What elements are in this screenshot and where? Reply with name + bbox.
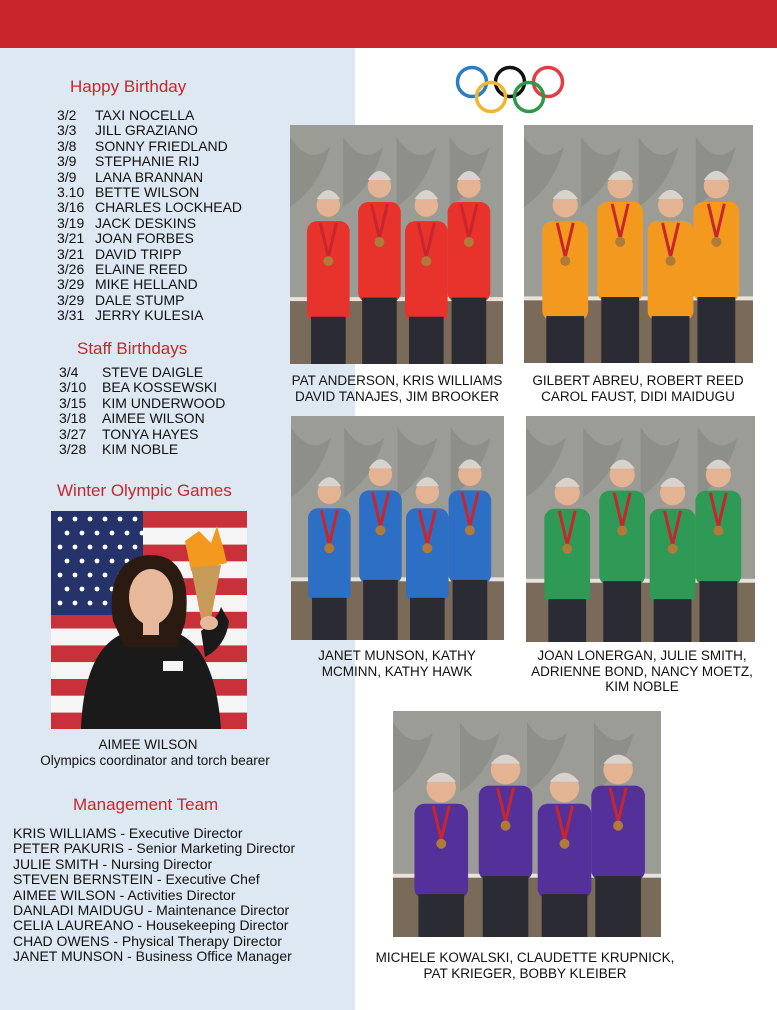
birthday-name: AIMEE WILSON (102, 410, 205, 427)
birthday-name: JERRY KULESIA (95, 307, 204, 324)
list-item (57, 108, 242, 123)
birthday-name: MIKE HELLAND (95, 276, 198, 293)
birthday-date: 3/21 (57, 245, 85, 262)
caption-line: ADRIENNE BOND, NANCY MOETZ, (531, 663, 753, 679)
caption-line: KIM NOBLE (605, 679, 679, 694)
caption-line: DAVID TANAJES, JIM BROOKER (294, 388, 500, 404)
group-photo-red (290, 125, 503, 364)
birthday-date: 3/29 (57, 291, 85, 308)
list-item (57, 308, 242, 323)
caption-line: JANET MUNSON, KATHY (318, 648, 476, 663)
list-item (57, 216, 242, 231)
birthday-date: 3/4 (59, 364, 79, 380)
birthday-date: 3.10 (57, 183, 85, 200)
birthday-name: JILL GRAZIANO (95, 122, 198, 139)
list-item (57, 200, 242, 215)
management-member: KRIS WILLIAMS - Executive Director (13, 825, 243, 841)
birthday-date: 3/29 (57, 276, 85, 293)
birthday-date: 3/26 (57, 260, 85, 277)
group-photo-orange (524, 125, 753, 363)
list-item (57, 123, 242, 138)
list-item (57, 247, 242, 262)
caption-line: MCMINN, KATHY HAWK (321, 663, 473, 679)
birthday-name: ELAINE REED (95, 260, 188, 277)
birthday-name: KIM NOBLE (102, 440, 179, 457)
birthday-date: 3/3 (57, 122, 77, 139)
birthday-name: DAVID TRIPP (95, 245, 182, 262)
photo-caption (515, 648, 769, 695)
coordinator-role: Olympics coordinator and torch bearer (40, 753, 270, 768)
birthday-date: 3/8 (57, 137, 77, 154)
group-photo-graphic (290, 125, 503, 364)
management-member: AIMEE WILSON - Activities Director (13, 886, 236, 903)
birthday-date: 3/16 (57, 199, 85, 216)
group-photo-graphic (393, 711, 661, 937)
birthday-name: JACK DESKINS (95, 214, 197, 231)
management-member: PETER PAKURIS - Senior Marketing Director (13, 840, 296, 857)
management-member: DANLADI MAIDUGU - Maintenance Director (13, 901, 290, 918)
birthday-heading: Happy Birthday (70, 77, 187, 96)
birthday-date: 3/28 (59, 440, 87, 457)
birthday-name: STEPHANIE RIJ (95, 153, 200, 170)
list-item (57, 293, 242, 308)
staff-birthday-list (59, 365, 225, 457)
coordinator-photo-graphic (51, 511, 247, 729)
coordinator-photo (51, 511, 247, 729)
list-item (59, 442, 225, 457)
list-item (57, 139, 242, 154)
group-photo-graphic (524, 125, 753, 363)
list-item (57, 262, 242, 277)
management-member: JANET MUNSON - Business Office Manager (13, 948, 292, 965)
caption-line: MICHELE KOWALSKI, CLAUDETTE KRUPNICK, (375, 950, 675, 965)
management-member: JULIE SMITH - Nursing Director (13, 855, 213, 872)
list-item (59, 396, 225, 411)
management-member: STEVEN BERNSTEIN - Executive Chef (13, 871, 260, 888)
birthday-list (57, 108, 242, 323)
birthday-name: TAXI NOCELLA (95, 107, 195, 123)
caption-line: GILBERT ABREU, ROBERT REED (532, 373, 744, 388)
staff-birthday-heading: Staff Birthdays (77, 339, 188, 358)
birthday-name: TONYA HAYES (102, 425, 199, 442)
management-list (13, 826, 295, 965)
birthday-name: BEA KOSSEWSKI (102, 379, 218, 396)
list-item (57, 154, 242, 169)
photo-caption (275, 373, 519, 404)
birthday-name: BETTE WILSON (95, 183, 200, 200)
birthday-date: 3/19 (57, 214, 85, 231)
olympic-rings-icon (454, 64, 568, 116)
management-member: CELIA LAUREANO - Housekeeping Director (13, 917, 289, 934)
birthday-date: 3/31 (57, 307, 85, 324)
top-banner (0, 0, 777, 48)
list-item (57, 231, 242, 246)
birthday-date: 3/27 (59, 425, 87, 442)
photo-caption (282, 648, 512, 679)
list-item (57, 277, 242, 292)
list-item (59, 411, 225, 426)
birthday-name: JOAN FORBES (95, 230, 194, 247)
management-heading: Management Team (73, 795, 219, 814)
birthday-date: 3/9 (57, 168, 77, 185)
management-member: CHAD OWENS - Physical Therapy Director (13, 932, 282, 949)
group-photo-graphic (526, 416, 755, 642)
group-photo-purple (393, 711, 661, 937)
photo-caption (356, 950, 694, 981)
photo-caption (516, 373, 760, 404)
birthday-name: KIM UNDERWOOD (102, 394, 226, 411)
caption-line: JOAN LONERGAN, JULIE SMITH, (537, 648, 747, 663)
birthday-date: 3/15 (59, 394, 87, 411)
group-photo-graphic (291, 416, 504, 640)
birthday-date: 3/9 (57, 153, 77, 170)
birthday-name: LANA BRANNAN (95, 168, 204, 185)
birthday-date: 3/21 (57, 230, 85, 247)
caption-line: PAT ANDERSON, KRIS WILLIAMS (291, 373, 503, 388)
caption-line: CAROL FAUST, DIDI MAIDUGU (541, 388, 735, 404)
list-item (59, 365, 225, 380)
group-photo-blue (291, 416, 504, 640)
birthday-date: 3/2 (57, 107, 77, 123)
birthday-date: 3/18 (59, 410, 87, 427)
list-item (59, 427, 225, 442)
coordinator-name: AIMEE WILSON (98, 737, 198, 752)
birthday-name: STEVE DAIGLE (102, 364, 204, 380)
birthday-name: DALE STUMP (95, 291, 185, 308)
list-item (57, 170, 242, 185)
olympics-heading: Winter Olympic Games (57, 481, 232, 500)
birthday-name: CHARLES LOCKHEAD (95, 199, 243, 216)
birthday-name: SONNY FRIEDLAND (95, 137, 228, 154)
caption-line: PAT KRIEGER, BOBBY KLEIBER (423, 965, 627, 981)
list-item (59, 380, 225, 395)
group-photo-green (526, 416, 755, 642)
list-item (57, 185, 242, 200)
birthday-date: 3/10 (59, 379, 87, 396)
